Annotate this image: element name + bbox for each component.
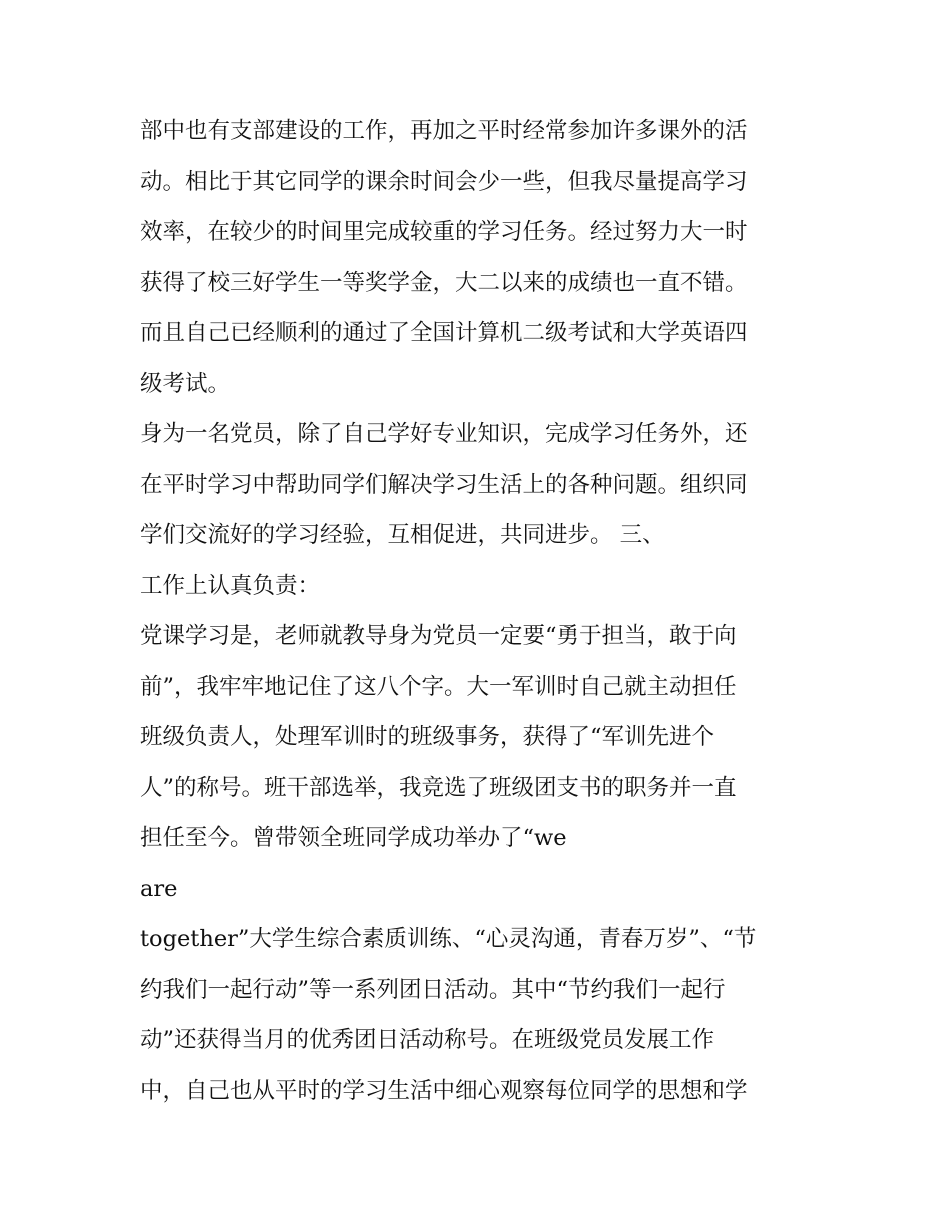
text-line: 工作上认真负责： <box>140 572 321 599</box>
document-body <box>140 106 820 1116</box>
text-line: 身为一名党员，除了自己学好专业知识，完成学习任务外，还 <box>140 421 748 447</box>
text-line: 动。相比于其它同学的课余时间会少一些，但我尽量提高学习 <box>140 168 748 195</box>
text-line: 约我们一起行动”等一系列团日活动。其中“节约我们一起行 <box>140 976 726 1003</box>
text-line: 担任至今。曾带领全班同学成功举办了“we <box>140 825 567 851</box>
text-line: 获得了校三好学生一等奖学金，大二以来的成绩也一直不错。 <box>140 269 748 296</box>
text-line: 班级负责人，处理军训时的班级事务，获得了“军训先进个 <box>140 724 715 750</box>
text-line: 前”，我牢牢地记住了这八个字。大一军训时自己就主动担任 <box>140 673 737 700</box>
text-line: 在平时学习中帮助同学们解决学习生活上的各种问题。组织同 <box>140 471 748 498</box>
text-line: 中，自己也从平时的学习生活中细心观察每位同学的思想和学 <box>140 1077 748 1104</box>
text-line: 学们交流好的学习经验，互相促进，共同进步。 三、 <box>140 522 665 548</box>
text-line: 部中也有支部建设的工作，再加之平时经常参加许多课外的活 <box>140 118 748 144</box>
text-line: 党课学习是，老师就教导身为党员一定要“勇于担当，敢于向 <box>140 623 737 649</box>
text-line: 动”还获得当月的优秀团日活动称号。在班级党员发展工作 <box>140 1027 715 1053</box>
text-line: 人”的称号。班干部选举，我竞选了班级团支书的职务并一直 <box>140 774 737 801</box>
text-line: are <box>140 875 178 902</box>
text-line: 而且自己已经顺利的通过了全国计算机二级考试和大学英语四 <box>140 320 748 346</box>
text-line: 效率，在较少的时间里完成较重的学习任务。经过努力大一时 <box>140 219 748 245</box>
text-line: 级考试。 <box>140 370 231 397</box>
text-line: together”大学生综合素质训练、“心灵沟通，青春万岁”、“节 <box>140 926 757 952</box>
